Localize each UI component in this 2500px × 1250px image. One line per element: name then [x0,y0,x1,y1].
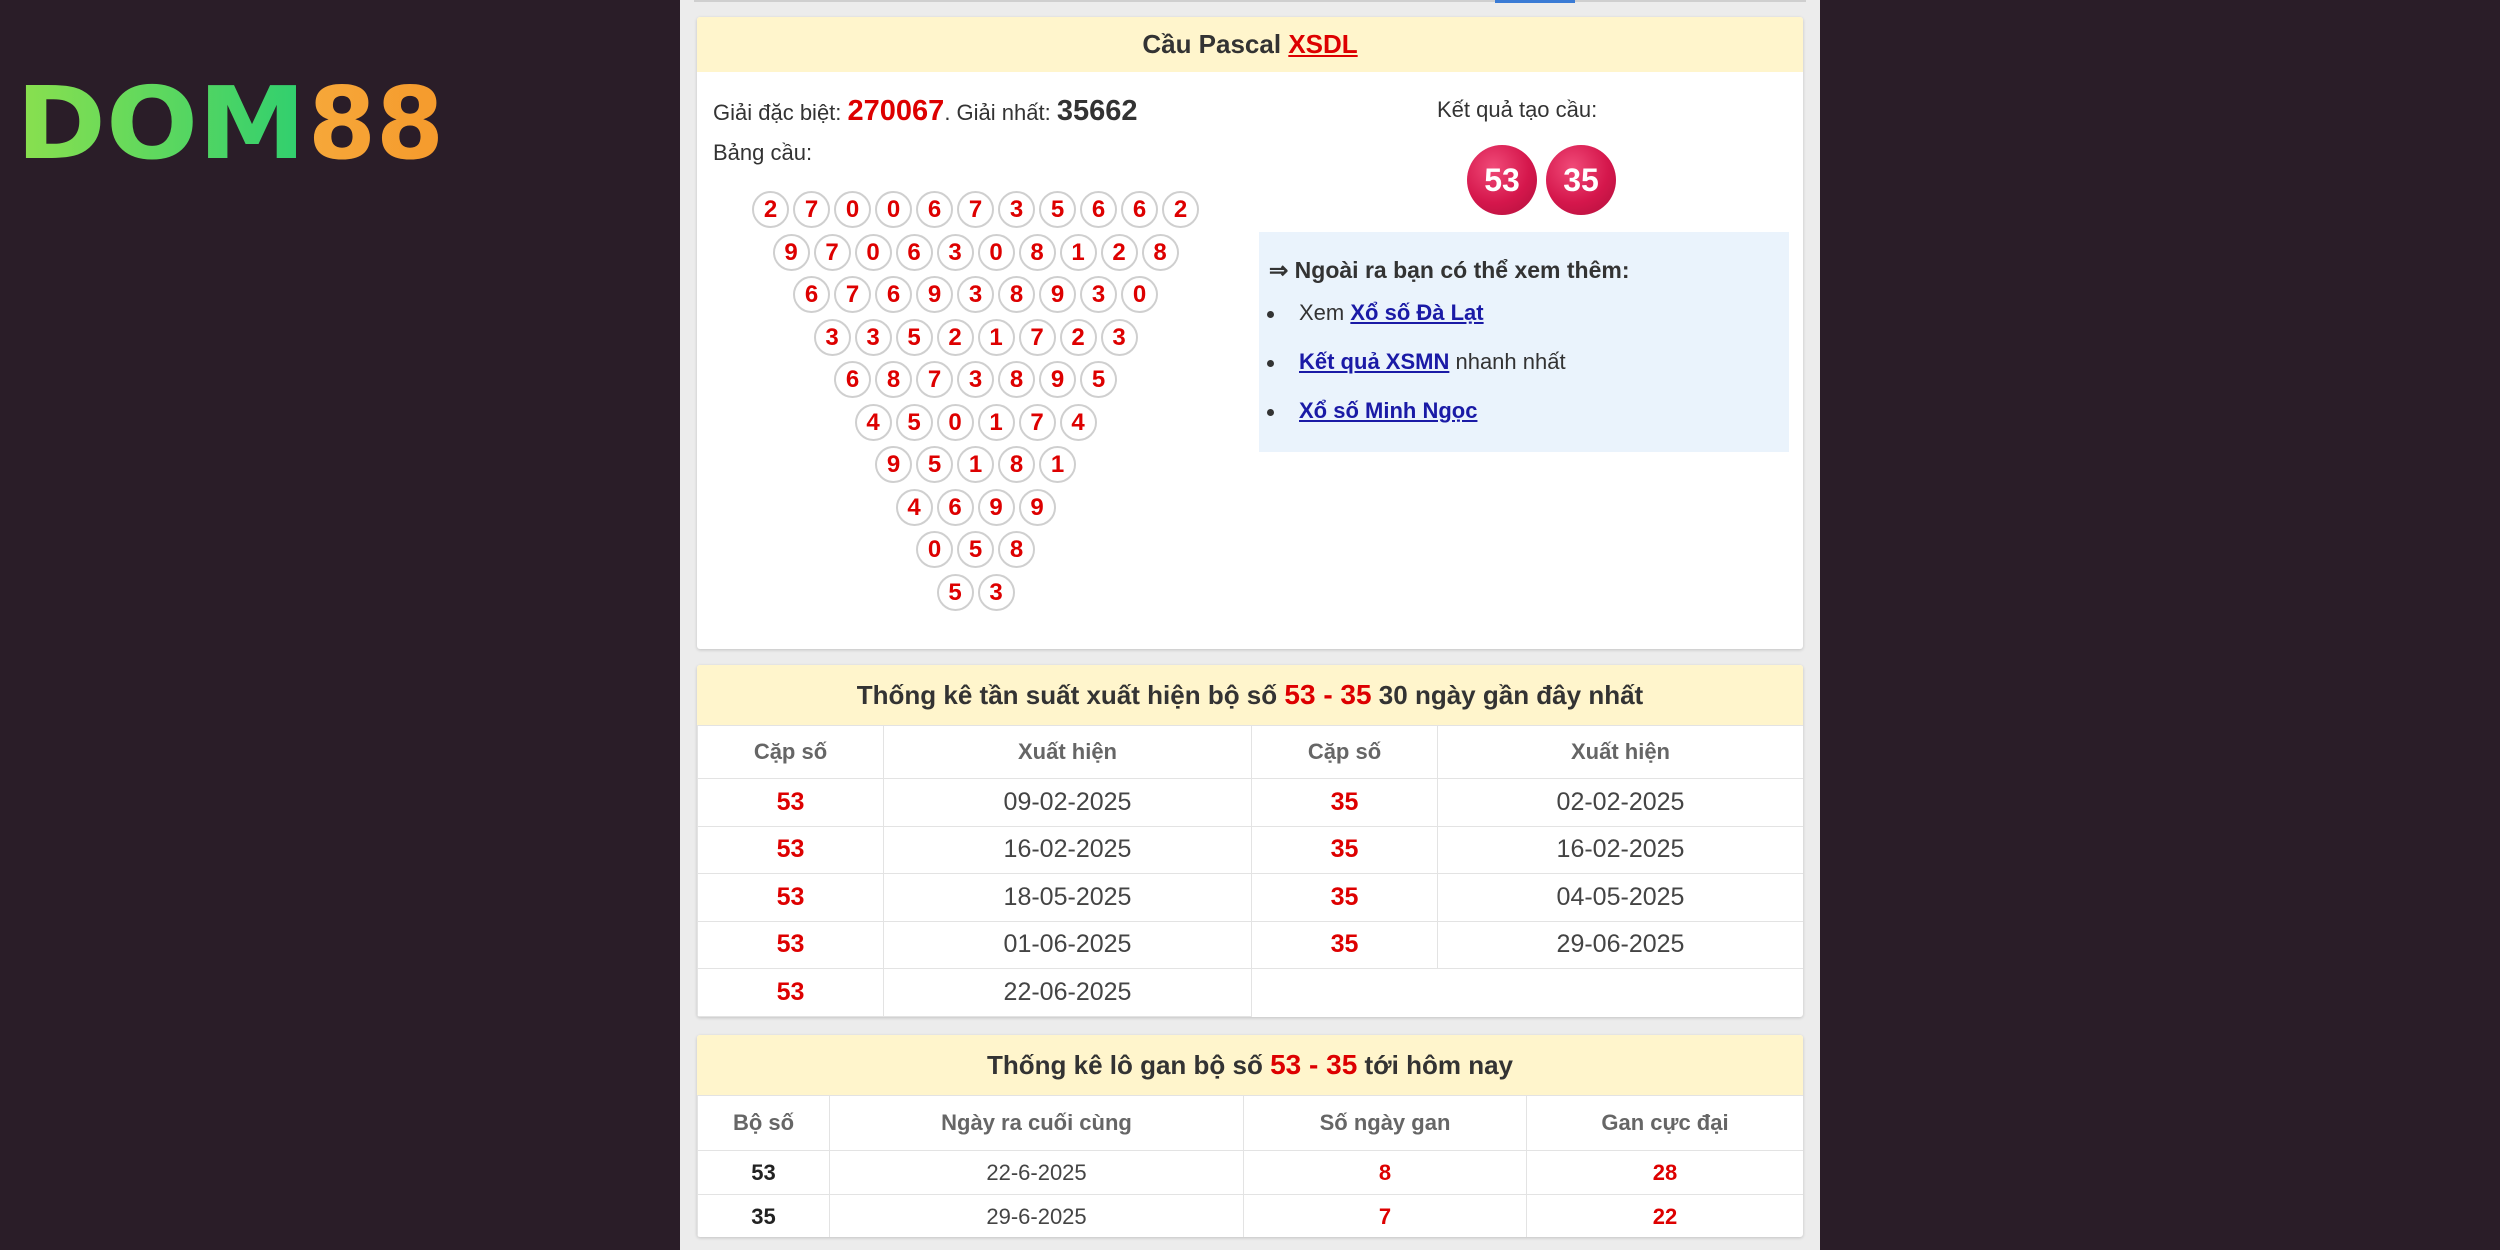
triangle-digit: 8 [998,531,1035,568]
triangle-digit: 3 [957,276,994,313]
triangle-digit: 6 [896,234,933,271]
gan-title-pair: 53 - 35 [1270,1049,1358,1080]
date-cell: 16-02-2025 [884,826,1252,874]
triangle-digit: 0 [937,404,974,441]
empty-cell [1252,969,1438,1017]
triangle-digit: 5 [896,319,933,356]
triangle-digit: 9 [1039,361,1076,398]
frequency-card [697,665,1803,1017]
triangle-digit: 6 [875,276,912,313]
pair-cell: 53 [698,826,884,874]
triangle-digit: 9 [916,276,953,313]
date-cell: 22-6-2025 [830,1151,1244,1195]
gan-max-cell: 28 [1527,1151,1804,1195]
first-prize-value: 35662 [1056,95,1138,127]
triangle-digit: 7 [1019,404,1056,441]
frequency-title-text: Thống kê tần suất xuất hiện bộ số [856,680,1278,710]
column-header: Xuất hiện [884,726,1252,779]
see-more-box [1259,232,1789,452]
date-cell: 29-06-2025 [1438,921,1804,969]
triangle-digit: 2 [1101,234,1138,271]
triangle-digit: 5 [1080,361,1117,398]
triangle-digit: 7 [957,191,994,228]
triangle-digit: 8 [875,361,912,398]
pair-cell: 35 [1252,826,1438,874]
frequency-table [697,725,1803,1017]
top-divider [694,0,1806,2]
gan-card [697,1035,1803,1237]
special-prize-value: 270067 [847,95,945,127]
result-ball: 35 [1546,145,1616,215]
pair-cell: 53 [698,1151,830,1195]
triangle-digit: 8 [998,446,1035,483]
triangle-digit: 3 [937,234,974,271]
triangle-digit: 6 [834,361,871,398]
triangle-digit: 3 [998,191,1035,228]
column-header: Xuất hiện [1438,726,1804,779]
frequency-card-title [697,665,1803,725]
date-cell: 16-02-2025 [1438,826,1804,874]
ket-qua-xsmn-link[interactable]: Kết quả XSMN [1299,349,1450,374]
see-more-title: ⇒ Ngoài ra bạn có thể xem thêm: [1269,257,1630,283]
triangle-digit: 0 [855,234,892,271]
xo-so-da-lat-link[interactable]: Xổ số Đà Lạt [1350,300,1484,325]
triangle-digit: 3 [814,319,851,356]
triangle-digit: 2 [1060,319,1097,356]
date-cell: 29-6-2025 [830,1195,1244,1238]
table-row [698,826,1804,874]
triangle-digit: 9 [875,446,912,483]
triangle-digit: 2 [937,319,974,356]
gan-days-cell: 8 [1244,1151,1527,1195]
result-ball: 53 [1467,145,1537,215]
triangle-digit: 3 [1101,319,1138,356]
column-header: Cặp số [698,726,884,779]
triangle-digit: 2 [1162,191,1199,228]
xsdl-link[interactable]: XSDL [1288,29,1358,59]
triangle-digit: 3 [1080,276,1117,313]
gan-max-cell: 22 [1527,1195,1804,1238]
triangle-digit: 3 [978,574,1015,611]
triangle-digit: 2 [752,191,789,228]
logo-text-dom: DOM [16,80,306,170]
table-row [698,874,1804,922]
table-header-row [698,1096,1804,1151]
triangle-digit: 3 [855,319,892,356]
triangle-digit: 7 [916,361,953,398]
triangle-digit: 1 [1060,234,1097,271]
triangle-digit: 1 [1039,446,1076,483]
date-cell: 22-06-2025 [884,969,1252,1017]
triangle-digit: 9 [1039,276,1076,313]
triangle-digit: 6 [937,489,974,526]
table-row [698,1151,1804,1195]
table-row [698,1195,1804,1238]
list-item [1299,398,1566,447]
gan-days-cell: 7 [1244,1195,1527,1238]
frequency-title-suffix: 30 ngày gần đây nhất [1378,680,1644,710]
triangle-digit: 5 [957,531,994,568]
date-cell: 04-05-2025 [1438,874,1804,922]
triangle-digit: 0 [1121,276,1158,313]
xo-so-minh-ngoc-link[interactable]: Xổ số Minh Ngọc [1299,398,1478,423]
column-header: Ngày ra cuối cùng [830,1096,1244,1151]
gan-card-title [697,1035,1803,1095]
table-row [698,969,1804,1017]
triangle-digit: 8 [1142,234,1179,271]
triangle-digit: 8 [998,276,1035,313]
pair-cell: 53 [698,874,884,922]
triangle-digit: 7 [814,234,851,271]
special-prize-label: Giải đặc biệt: [713,100,842,125]
triangle-digit: 6 [1121,191,1158,228]
list-item [1299,349,1566,398]
date-cell: 18-05-2025 [884,874,1252,922]
triangle-digit: 8 [998,361,1035,398]
pair-cell: 53 [698,969,884,1017]
table-row [698,921,1804,969]
triangle-digit: 0 [834,191,871,228]
column-header: Gan cực đại [1527,1096,1804,1151]
pair-cell: 53 [698,921,884,969]
content-column [680,0,1820,1250]
pascal-card [697,17,1803,649]
list-item-text: Xem [1299,300,1351,325]
triangle-digit: 7 [834,276,871,313]
empty-cell [1438,969,1804,1017]
gan-table [697,1095,1803,1237]
date-cell: 01-06-2025 [884,921,1252,969]
column-header: Số ngày gan [1244,1096,1527,1151]
triangle-digit: 4 [855,404,892,441]
logo-text-88: 88 [308,80,444,170]
triangle-digit: 8 [1019,234,1056,271]
list-item [1299,300,1566,349]
column-header: Bộ số [698,1096,830,1151]
pair-cell: 35 [1252,874,1438,922]
pair-cell: 35 [1252,921,1438,969]
table-header-row [698,726,1804,779]
triangle-digit: 9 [1019,489,1056,526]
date-cell: 09-02-2025 [884,779,1252,827]
triangle-digit: 1 [978,404,1015,441]
list-item-text: nhanh nhất [1449,349,1566,374]
first-prize-label: . Giải nhất: [944,100,1051,125]
triangle-digit: 5 [916,446,953,483]
triangle-digit: 4 [896,489,933,526]
table-row [698,779,1804,827]
column-header: Cặp số [1252,726,1438,779]
triangle-digit: 1 [978,319,1015,356]
pascal-title-text: Cầu Pascal [1142,29,1282,59]
triangle-digit: 5 [937,574,974,611]
date-cell: 02-02-2025 [1438,779,1804,827]
triangle-digit: 0 [978,234,1015,271]
triangle-digit: 9 [773,234,810,271]
triangle-digit: 4 [1060,404,1097,441]
pair-cell: 35 [1252,779,1438,827]
triangle-digit: 5 [1039,191,1076,228]
triangle-digit: 6 [1080,191,1117,228]
gan-title-text: Thống kê lô gan bộ số [986,1050,1263,1080]
top-accent-bar [1495,0,1575,3]
see-more-list [1299,300,1566,447]
gan-title-suffix: tới hôm nay [1364,1050,1514,1080]
triangle-digit: 6 [793,276,830,313]
triangle-digit: 7 [793,191,830,228]
pair-cell: 53 [698,779,884,827]
triangle-digit: 3 [957,361,994,398]
pair-cell: 35 [698,1195,830,1238]
result-label: Kết quả tạo cầu: [1437,97,1598,122]
triangle-digit: 5 [896,404,933,441]
dom88-logo [16,80,446,170]
triangle-digit: 9 [978,489,1015,526]
table-label: Bảng cầu: [713,140,813,165]
triangle-digit: 0 [875,191,912,228]
triangle-digit: 0 [916,531,953,568]
frequency-title-pair: 53 - 35 [1284,679,1372,710]
triangle-digit: 1 [957,446,994,483]
triangle-digit: 6 [916,191,953,228]
triangle-digit: 7 [1019,319,1056,356]
